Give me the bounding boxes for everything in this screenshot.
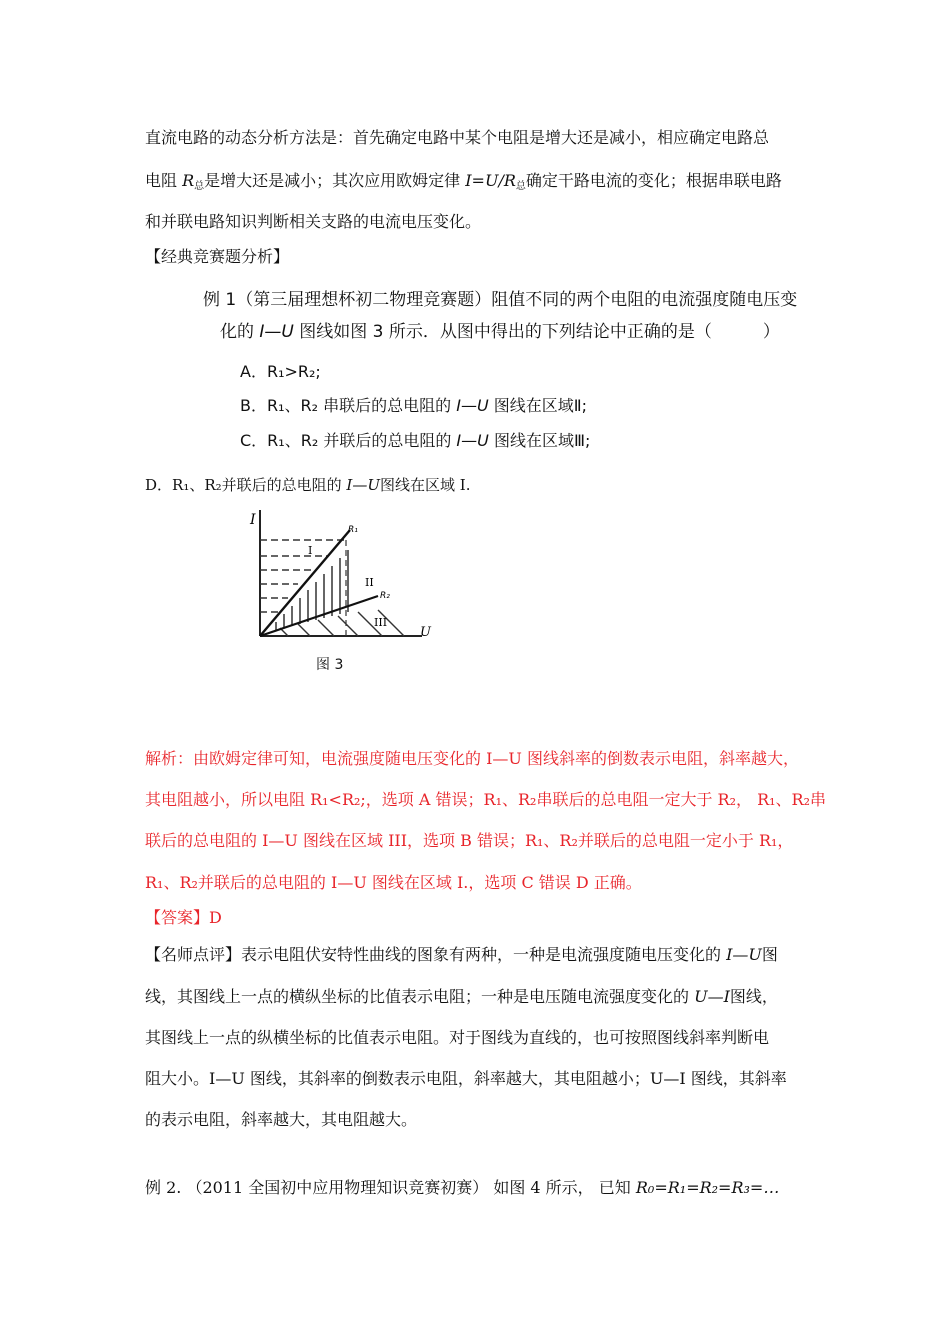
- x-axis-label: U: [420, 625, 431, 640]
- analysis-line-2: 其电阻越小，所以电阻 R₁<R₂;，选项 A 错误；R₁、R₂串联后的总电阻一定大于 R₂， R₁、R₂串: [145, 790, 827, 809]
- example1-line-1: 例 1（第三届理想杯初二物理竞赛题）阻值不同的两个电阻的电流强度随电压变: [203, 290, 798, 310]
- example2-line-1: 例 2. （2011 全国初中应用物理知识竞赛初赛） 如图 4 所示， 已知 R₀=R₁=R₂=R₃=…: [145, 1178, 780, 1197]
- option-a: A．R₁>R₂;: [240, 362, 321, 381]
- comment-line-2: 线，其图线上一点的横纵坐标的比值表示电阻；一种是电压随电流强度变化的 U—I图线，: [145, 987, 778, 1006]
- figure-caption: 图 3: [316, 657, 344, 673]
- option-d: D．R₁、R₂并联后的总电阻的 I—U图线在区域 I.: [145, 476, 471, 494]
- example1-line-2: 化的 I—U 图线如图 3 所示．从图中得出的下列结论中正确的是（ ）: [220, 322, 780, 342]
- comment-line-3: 其图线上一点的纵横坐标的比值表示电阻。对于图线为直线的，也可按照图线斜率判断电: [145, 1028, 770, 1047]
- analysis-line-4: R₁、R₂并联后的总电阻的 I—U 图线在区域 I.，选项 C 错误 D 正确。: [145, 873, 642, 892]
- r2-label: R₂: [380, 591, 390, 601]
- region-2-label: II: [365, 576, 374, 589]
- region-1-label: I: [308, 544, 313, 557]
- option-b: B．R₁、R₂ 串联后的总电阻的 I—U 图线在区域Ⅱ;: [240, 396, 588, 415]
- answer: 【答案】D: [145, 908, 222, 927]
- section-heading: 【经典竞赛题分析】: [145, 247, 290, 266]
- analysis-line-1: 解析：由欧姆定律可知，电流强度随电压变化的 I—U 图线斜率的倒数表示电阻，斜率越大，: [145, 749, 799, 768]
- region-1-hatch: [260, 556, 328, 612]
- comment-line-1: 【名师点评】表示电阻伏安特性曲线的图象有两种，一种是电流强度随电压变化的 I—U图: [145, 945, 778, 964]
- y-axis-label: I: [250, 512, 256, 528]
- iu-graph: [228, 500, 438, 650]
- comment-line-4: 阻大小。I—U 图线，其斜率的倒数表示电阻，斜率越大，其电阻越小；U—I 图线，其斜率: [145, 1069, 787, 1088]
- r1-label: R₁: [348, 525, 358, 535]
- intro-line-3: 和并联电路知识判断相关支路的电流电压变化。: [145, 212, 482, 231]
- analysis-line-3: 联后的总电阻的 I—U 图线在区域 III，选项 B 错误；R₁、R₂并联后的总电阻一定小于 R₁，: [145, 831, 794, 850]
- intro-line-1: 直流电路的动态分析方法是：首先确定电路中某个电阻是增大还是减小，相应确定电路总: [145, 128, 770, 147]
- option-c: C．R₁、R₂ 并联后的总电阻的 I—U 图线在区域Ⅲ;: [240, 431, 591, 450]
- region-3-label: III: [374, 616, 388, 629]
- comment-line-5: 的表示电阻，斜率越大，其电阻越大。: [145, 1110, 418, 1129]
- intro-line-2: 电阻 $R_总$是增大还是减小；其次应用欧姆定律 $I=U/R_总$确定干路电流的变化；根据串联电路: [145, 171, 782, 192]
